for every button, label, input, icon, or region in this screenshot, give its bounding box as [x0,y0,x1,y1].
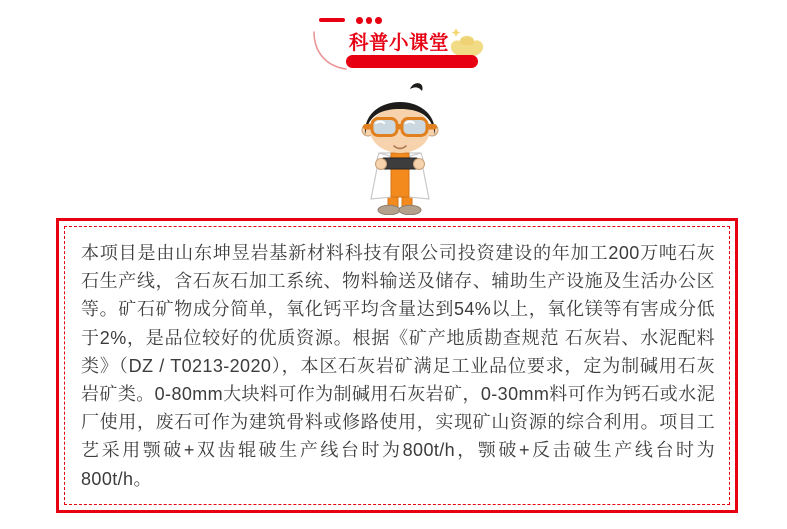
divider-line [319,18,345,22]
dot-icon [375,17,382,24]
page-title: 科普小课堂 [349,32,450,54]
curve-arc-decoration [311,31,349,73]
mascot-scientist-illustration [338,83,462,215]
article-paragraph: 本项目是由山东坤昱岩基新材料科技有限公司投资建设的年加工200万吨石灰石生产线，含石灰石加工系统、物料输送及储存、辅助生产设施及生活办公区等。矿石矿物成分简单，氧化钙平均含量达到54%以上，氧化镁等有害成分低于2%，是品位较好的优质资源。根据《矿产地质勘查规范 石灰岩、水泥配料类》（DZ / T0213-2020），本区石灰岩矿满足工业品位要求，定为制碱用石灰岩矿类。0-80mm大块料可作为制碱用石灰岩矿，0-30mm料可作为钙石或水泥厂使用，废石可作为建筑骨料或修路使用，实现矿山资源的综合利用。项目工艺采用颚破+双齿辊破生产线台时为800t/h，颚破+反击破生产线台时为800t/h。 [81,243,715,489]
dot-icon [356,17,363,24]
sparkle-icon [452,28,461,37]
title-underline-bar [346,55,478,68]
gold-ingot-icon [446,27,486,58]
content-box [56,218,738,513]
dots-decoration [356,17,382,24]
dot-icon [366,17,373,24]
